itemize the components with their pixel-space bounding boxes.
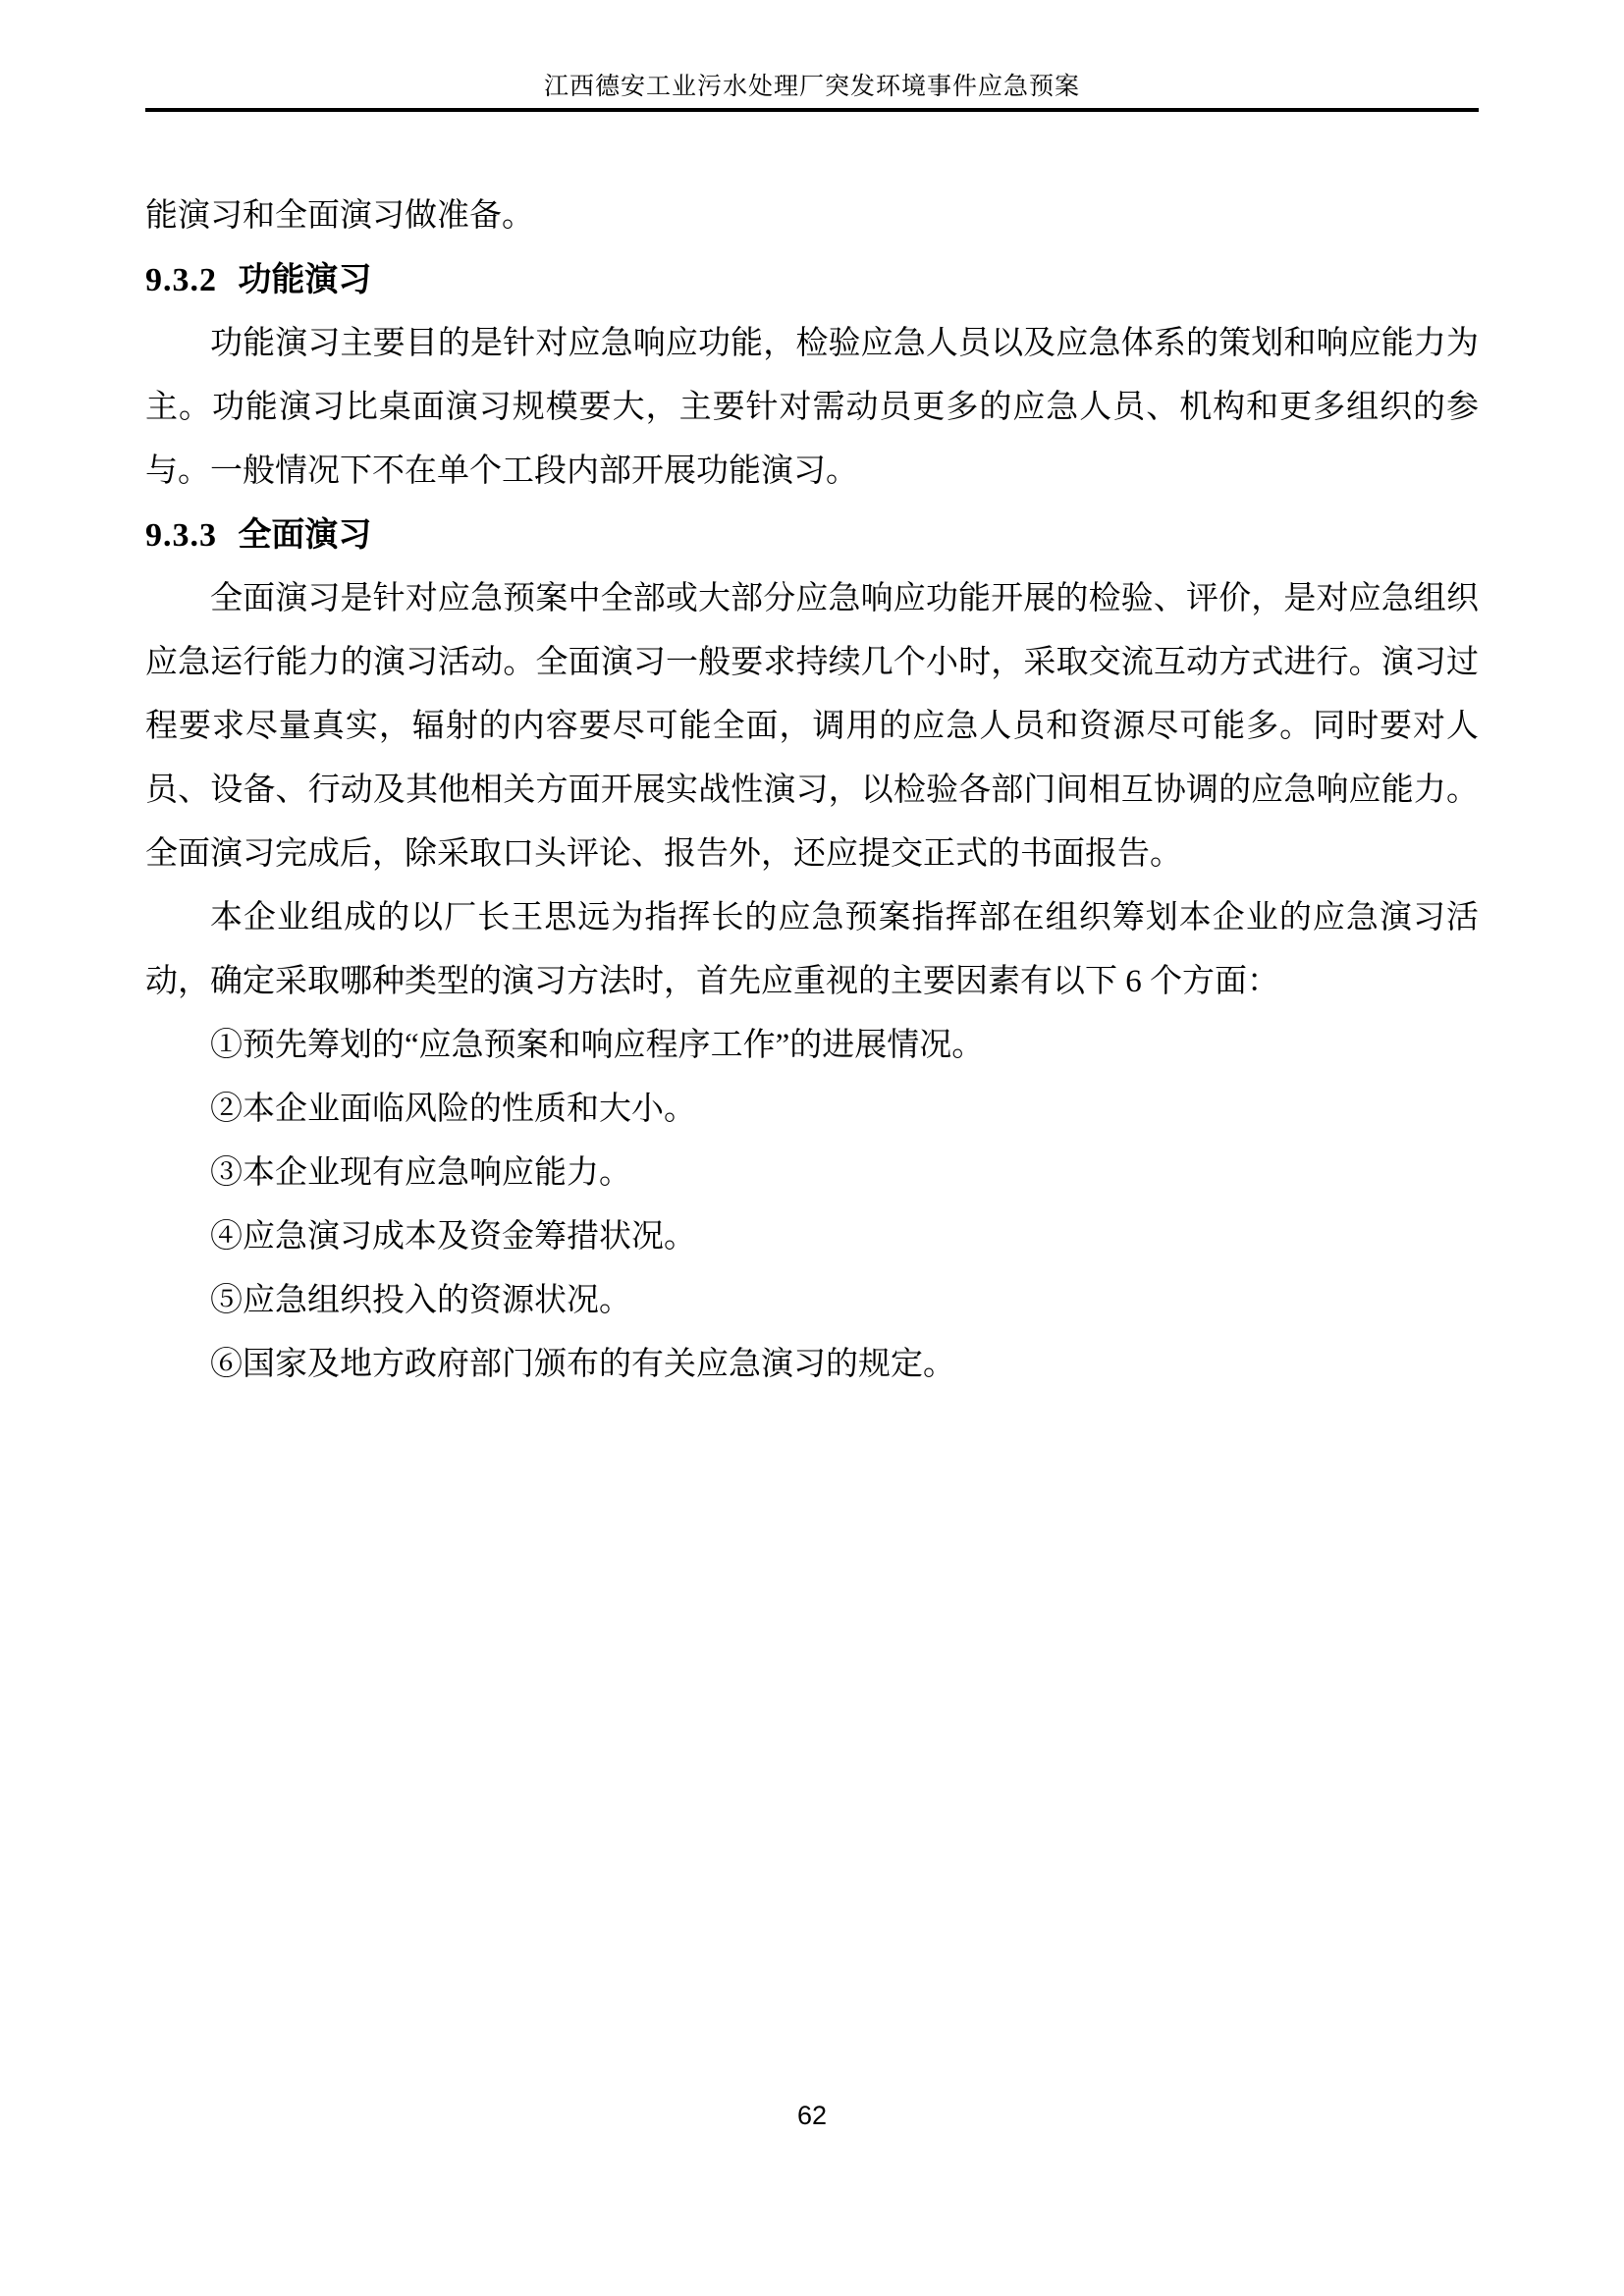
paragraph-full-drill: 全面演习是针对应急预案中全部或大部分应急响应功能开展的检验、评价，是对应急组织应急运行能力的演习活动。全面演习一般要求持续几个小时，采取交流互动方式进行。演习过程要求尽量真实，辐射的内容要尽可能全面，调用的应急人员和资源尽可能多。同时要对人员、设备、行动及其他相关方面开展实战性演习，以检验各部门间相互协调的应急响应能力。全面演习完成后，除采取口头评论、报告外，还应提交正式的书面报告。	[145, 581, 1479, 872]
heading-title: 功能演习	[238, 262, 372, 298]
factor-item-6: ⑥国家及地方政府部门颁布的有关应急演习的规定。	[210, 1347, 955, 1382]
paragraph-continuation: 能演习和全面演习做准备。	[145, 198, 534, 234]
factor-item-4: ④应急演习成本及资金筹措状况。	[210, 1219, 696, 1255]
paragraph-functional-drill: 功能演习主要目的是针对应急响应功能，检验应急人员以及应急体系的策划和响应能力为主。功能演习比桌面演习规模要大，主要针对需动员更多的应急人员、机构和更多组织的参与。一般情况下不在单个工段内部开展功能演习。	[145, 326, 1479, 489]
factor-item-1: ①预先筹划的“应急预案和响应程序工作”的进展情况。	[210, 1028, 985, 1063]
factor-item-2: ②本企业面临风险的性质和大小。	[210, 1092, 696, 1127]
factor-item-3: ③本企业现有应急响应能力。	[210, 1155, 631, 1191]
heading-title: 全面演习	[238, 517, 372, 554]
heading-number: 9.3.2	[145, 262, 217, 298]
page-header	[145, 71, 1479, 112]
section-heading-9-3-2	[145, 248, 1479, 312]
paragraph-drill-factors-intro: 本企业组成的以厂长王思远为指挥长的应急预案指挥部在组织筹划本企业的应急演习活动，确定采取哪种类型的演习方法时，首先应重视的主要因素有以下 6 个方面：	[145, 900, 1479, 999]
heading-number: 9.3.3	[145, 517, 217, 554]
header-title: 江西德安工业污水处理厂突发环境事件应急预案	[543, 74, 1080, 100]
document-body	[145, 185, 1479, 1397]
page-footer	[0, 2101, 1624, 2130]
section-heading-9-3-3	[145, 504, 1479, 567]
page-number: 62	[796, 2101, 828, 2130]
factor-list	[145, 1014, 1479, 1397]
header-rule	[145, 108, 1479, 112]
factor-item-5: ⑤应急组织投入的资源状况。	[210, 1283, 631, 1318]
